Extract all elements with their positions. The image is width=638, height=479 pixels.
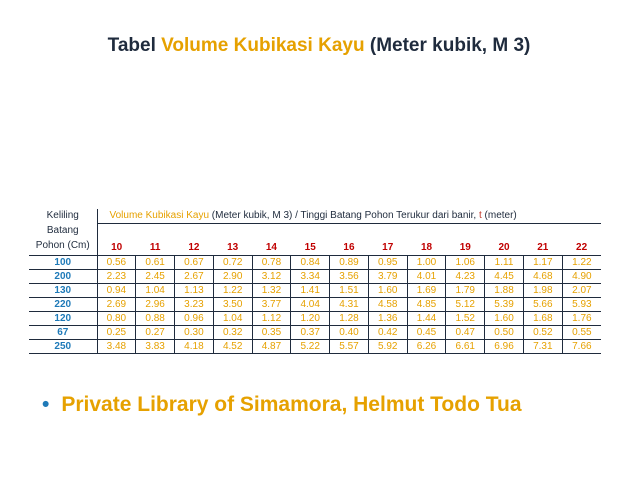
volume-cell: 1.52 bbox=[446, 311, 485, 325]
volume-cell: 0.25 bbox=[97, 325, 136, 339]
volume-cell: 1.06 bbox=[446, 255, 485, 269]
volume-cell: 4.87 bbox=[252, 339, 291, 353]
volume-cell: 1.69 bbox=[407, 283, 446, 297]
table-row bbox=[29, 339, 601, 353]
volume-cell: 0.56 bbox=[97, 255, 136, 269]
table-row bbox=[29, 269, 601, 283]
keliling-cell: 220 bbox=[29, 297, 97, 311]
height-header-cell: 15 bbox=[291, 238, 330, 256]
table-row bbox=[29, 255, 601, 269]
height-header-row bbox=[29, 238, 601, 256]
header-spacer bbox=[97, 224, 601, 238]
volume-cell: 4.31 bbox=[330, 297, 369, 311]
volume-cell: 2.23 bbox=[97, 269, 136, 283]
volume-cell: 0.95 bbox=[368, 255, 407, 269]
volume-cell: 4.52 bbox=[213, 339, 252, 353]
volume-cell: 1.22 bbox=[562, 255, 601, 269]
volume-cell: 7.31 bbox=[523, 339, 562, 353]
row-label-line1: Keliling bbox=[29, 209, 97, 224]
volume-cell: 3.50 bbox=[213, 297, 252, 311]
volume-cell: 5.39 bbox=[485, 297, 524, 311]
volume-cell: 3.12 bbox=[252, 269, 291, 283]
volume-cell: 0.94 bbox=[97, 283, 136, 297]
volume-cell: 5.57 bbox=[330, 339, 369, 353]
volume-cell: 2.07 bbox=[562, 283, 601, 297]
volume-cell: 4.18 bbox=[175, 339, 214, 353]
volume-cell: 3.56 bbox=[330, 269, 369, 283]
row-label-line2: Batang bbox=[29, 224, 97, 238]
volume-cell: 0.96 bbox=[175, 311, 214, 325]
volume-cell: 1.76 bbox=[562, 311, 601, 325]
height-header-cell: 19 bbox=[446, 238, 485, 256]
volume-cell: 1.98 bbox=[523, 283, 562, 297]
volume-table-container bbox=[29, 209, 601, 354]
volume-cell: 0.50 bbox=[485, 325, 524, 339]
volume-cell: 1.41 bbox=[291, 283, 330, 297]
volume-cell: 4.68 bbox=[523, 269, 562, 283]
volume-table bbox=[29, 209, 601, 354]
volume-cell: 4.04 bbox=[291, 297, 330, 311]
volume-cell: 5.22 bbox=[291, 339, 330, 353]
page-title bbox=[0, 35, 638, 57]
volume-cell: 4.85 bbox=[407, 297, 446, 311]
volume-cell: 0.47 bbox=[446, 325, 485, 339]
height-header-cell: 11 bbox=[136, 238, 175, 256]
header-unit: (meter) bbox=[481, 210, 517, 221]
height-header-cell: 12 bbox=[175, 238, 214, 256]
volume-cell: 1.12 bbox=[252, 311, 291, 325]
volume-cell: 4.58 bbox=[368, 297, 407, 311]
volume-cell: 6.96 bbox=[485, 339, 524, 353]
table-header-row-2 bbox=[29, 224, 601, 238]
volume-cell: 5.93 bbox=[562, 297, 601, 311]
volume-cell: 2.90 bbox=[213, 269, 252, 283]
bullet-icon: • bbox=[42, 393, 50, 416]
table-row bbox=[29, 283, 601, 297]
volume-cell: 0.30 bbox=[175, 325, 214, 339]
volume-cell: 6.61 bbox=[446, 339, 485, 353]
volume-cell: 3.48 bbox=[97, 339, 136, 353]
height-header-cell: 17 bbox=[368, 238, 407, 256]
volume-table-body bbox=[29, 209, 601, 353]
volume-cell: 3.34 bbox=[291, 269, 330, 283]
volume-cell: 0.80 bbox=[97, 311, 136, 325]
keliling-cell: 100 bbox=[29, 255, 97, 269]
volume-cell: 6.26 bbox=[407, 339, 446, 353]
height-header-cell: 13 bbox=[213, 238, 252, 256]
table-header bbox=[97, 209, 601, 224]
volume-cell: 0.32 bbox=[213, 325, 252, 339]
title-suffix: (Meter kubik, M 3) bbox=[364, 35, 531, 56]
volume-cell: 3.77 bbox=[252, 297, 291, 311]
volume-cell: 1.00 bbox=[407, 255, 446, 269]
volume-cell: 2.67 bbox=[175, 269, 214, 283]
volume-cell: 0.42 bbox=[368, 325, 407, 339]
volume-cell: 0.84 bbox=[291, 255, 330, 269]
volume-cell: 0.40 bbox=[330, 325, 369, 339]
volume-cell: 1.11 bbox=[485, 255, 524, 269]
height-header-cell: 22 bbox=[562, 238, 601, 256]
table-row bbox=[29, 311, 601, 325]
volume-cell: 3.83 bbox=[136, 339, 175, 353]
volume-cell: 1.22 bbox=[213, 283, 252, 297]
table-header-row-1 bbox=[29, 209, 601, 224]
header-variable: t bbox=[478, 210, 482, 221]
height-header-cell: 16 bbox=[330, 238, 369, 256]
volume-cell: 4.45 bbox=[485, 269, 524, 283]
volume-cell: 4.01 bbox=[407, 269, 446, 283]
volume-cell: 0.78 bbox=[252, 255, 291, 269]
volume-cell: 0.52 bbox=[523, 325, 562, 339]
height-header-cell: 14 bbox=[252, 238, 291, 256]
table-row bbox=[29, 325, 601, 339]
volume-cell: 0.67 bbox=[175, 255, 214, 269]
volume-cell: 0.37 bbox=[291, 325, 330, 339]
volume-cell: 0.55 bbox=[562, 325, 601, 339]
row-label-line3: Pohon (Cm) bbox=[29, 238, 97, 256]
keliling-cell: 120 bbox=[29, 311, 97, 325]
header-highlight: Volume Kubikasi Kayu bbox=[109, 210, 210, 221]
volume-cell: 1.88 bbox=[485, 283, 524, 297]
volume-cell: 1.32 bbox=[252, 283, 291, 297]
volume-cell: 1.36 bbox=[368, 311, 407, 325]
volume-cell: 1.13 bbox=[175, 283, 214, 297]
volume-cell: 5.12 bbox=[446, 297, 485, 311]
volume-cell: 1.51 bbox=[330, 283, 369, 297]
volume-cell: 1.60 bbox=[485, 311, 524, 325]
header-text: (Meter kubik, M 3) / Tinggi Batang Pohon Terukur dari banir, bbox=[209, 210, 479, 221]
keliling-cell: 200 bbox=[29, 269, 97, 283]
volume-cell: 5.92 bbox=[368, 339, 407, 353]
volume-cell: 0.35 bbox=[252, 325, 291, 339]
volume-cell: 1.60 bbox=[368, 283, 407, 297]
volume-cell: 1.68 bbox=[523, 311, 562, 325]
height-header-cell: 18 bbox=[407, 238, 446, 256]
keliling-cell: 250 bbox=[29, 339, 97, 353]
volume-cell: 0.61 bbox=[136, 255, 175, 269]
volume-cell: 2.69 bbox=[97, 297, 136, 311]
volume-cell: 1.04 bbox=[136, 283, 175, 297]
volume-cell: 0.88 bbox=[136, 311, 175, 325]
volume-cell: 2.96 bbox=[136, 297, 175, 311]
volume-cell: 7.66 bbox=[562, 339, 601, 353]
title-prefix: Tabel bbox=[107, 35, 162, 56]
volume-cell: 4.90 bbox=[562, 269, 601, 283]
footer-note bbox=[42, 393, 522, 417]
volume-cell: 1.17 bbox=[523, 255, 562, 269]
volume-cell: 3.79 bbox=[368, 269, 407, 283]
footer-text: Private Library of Simamora, Helmut Todo Tua bbox=[61, 393, 522, 416]
volume-cell: 1.28 bbox=[330, 311, 369, 325]
keliling-cell: 67 bbox=[29, 325, 97, 339]
volume-cell: 5.66 bbox=[523, 297, 562, 311]
height-header-cell: 10 bbox=[97, 238, 136, 256]
volume-cell: 2.45 bbox=[136, 269, 175, 283]
table-row bbox=[29, 297, 601, 311]
height-header-cell: 20 bbox=[485, 238, 524, 256]
volume-cell: 1.04 bbox=[213, 311, 252, 325]
volume-cell: 1.44 bbox=[407, 311, 446, 325]
volume-cell: 1.79 bbox=[446, 283, 485, 297]
volume-cell: 0.45 bbox=[407, 325, 446, 339]
volume-cell: 0.27 bbox=[136, 325, 175, 339]
height-header-cell: 21 bbox=[523, 238, 562, 256]
volume-cell: 0.89 bbox=[330, 255, 369, 269]
keliling-cell: 130 bbox=[29, 283, 97, 297]
volume-cell: 3.23 bbox=[175, 297, 214, 311]
volume-cell: 4.23 bbox=[446, 269, 485, 283]
title-highlight: Volume Kubikasi Kayu bbox=[161, 35, 365, 56]
volume-cell: 1.20 bbox=[291, 311, 330, 325]
volume-cell: 0.72 bbox=[213, 255, 252, 269]
